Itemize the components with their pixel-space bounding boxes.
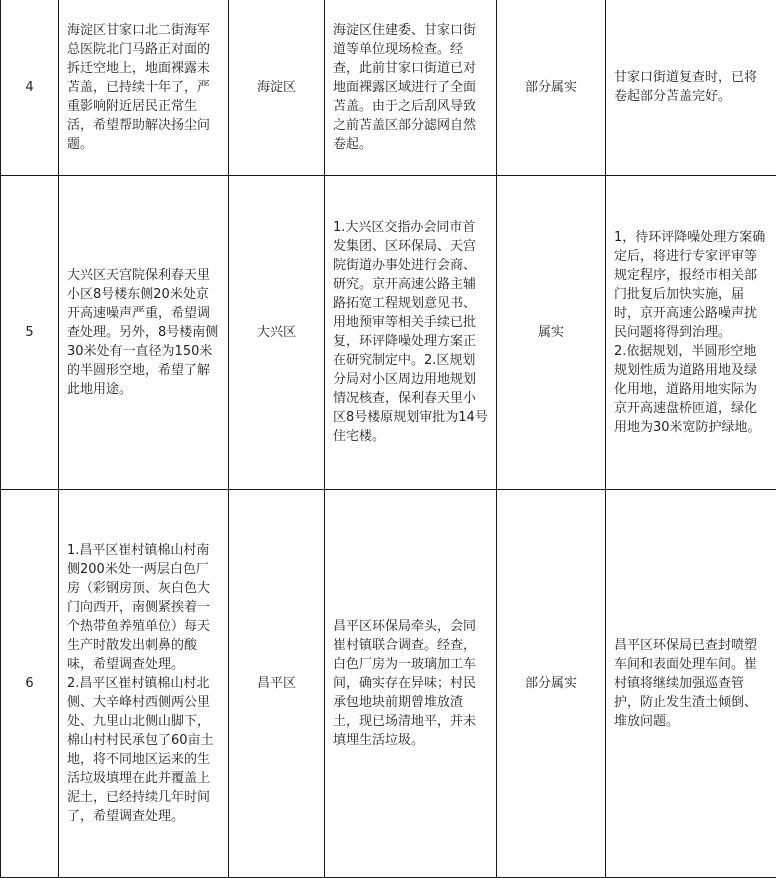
result-cell: 昌平区环保局已查封喷塑车间和表面处理车间。崔村镇将继续加强巡查管护，防止发生渣土倾倒、堆放问题。 — [606, 489, 776, 877]
result-cell: 甘家口街道复查时，已将卷起部分苫盖完好。 — [606, 0, 776, 175]
table-row — [1, 0, 776, 175]
row-number: 4 — [1, 0, 59, 175]
process-cell: 昌平区环保局牵头，会同崔村镇联合调查。经查，白色厂房为一玻璃加工车间，确实存在异味；村民承包地块前期曾堆放渣土，现已场清地平，并未填埋生活垃圾。 — [325, 489, 497, 877]
complaint-cell: 1.昌平区崔村镇棉山村南侧200米处一两层白色厂房（彩钢房顶、灰白色大门向西开，南侧紧挨着一个热带鱼养殖单位）每天生产时散发出刺鼻的酸味，希望调查处理。 2.昌平区崔村镇棉山村北侧、大辛峰村西侧两公里处、九里山北侧山脚下，棉山村村民承包了60亩土地，将不同地区运来的生活垃圾填埋在此并覆盖上泥土，已经持续几年时间了，希望调查处理。 — [59, 489, 229, 877]
process-cell: 海淀区住建委、甘家口街道等单位现场检查。经查，此前甘家口街道已对地面裸露区域进行了全面苫盖。由于之后刮风导致之前苫盖区部分滤网自然卷起。 — [325, 0, 497, 175]
row-number: 5 — [1, 175, 59, 489]
status-cell: 部分属实 — [497, 489, 606, 877]
status-cell: 部分属实 — [497, 0, 606, 175]
table-row — [1, 175, 776, 489]
table-row — [1, 489, 776, 877]
result-cell: 1，待环评降噪处理方案确定后，将进行专家评审等规定程序，报经市相关部门批复后加快实施，届时，京开高速公路噪声扰民问题将得到治理。 2.依据规划，半圆形空地规划性质为道路用地及绿化用地，道路用地实际为京开高速盘桥匝道，绿化用地为30米宽防护绿地。 — [606, 175, 776, 489]
process-cell: 1.大兴区交指办会同市首发集团、区环保局、天宫院街道办事处进行会商、研究。京开高速公路主辅路拓宽工程规划意见书、用地预审等相关手续已批复，环评降噪处理方案正在研究制定中。2.区规划分局对小区周边用地规划情况核查，保利春天里小区8号楼原规划审批为14号住宅楼。 — [325, 175, 497, 489]
complaint-cell: 海淀区甘家口北二街海军总医院北门马路正对面的拆迁空地上，地面裸露未苫盖，已持续十年了，严重影响附近居民正常生活，希望帮助解决扬尘问题。 — [59, 0, 229, 175]
complaint-cell: 大兴区天宫院保利春天里小区8号楼东侧20米处京开高速噪声严重，希望调查处理。另外，8号楼南侧30米处有一直径为150米的半圆形空地，希望了解此地用途。 — [59, 175, 229, 489]
district-cell: 大兴区 — [229, 175, 325, 489]
row-number: 6 — [1, 489, 59, 877]
status-cell: 属实 — [497, 175, 606, 489]
district-cell: 昌平区 — [229, 489, 325, 877]
district-cell: 海淀区 — [229, 0, 325, 175]
